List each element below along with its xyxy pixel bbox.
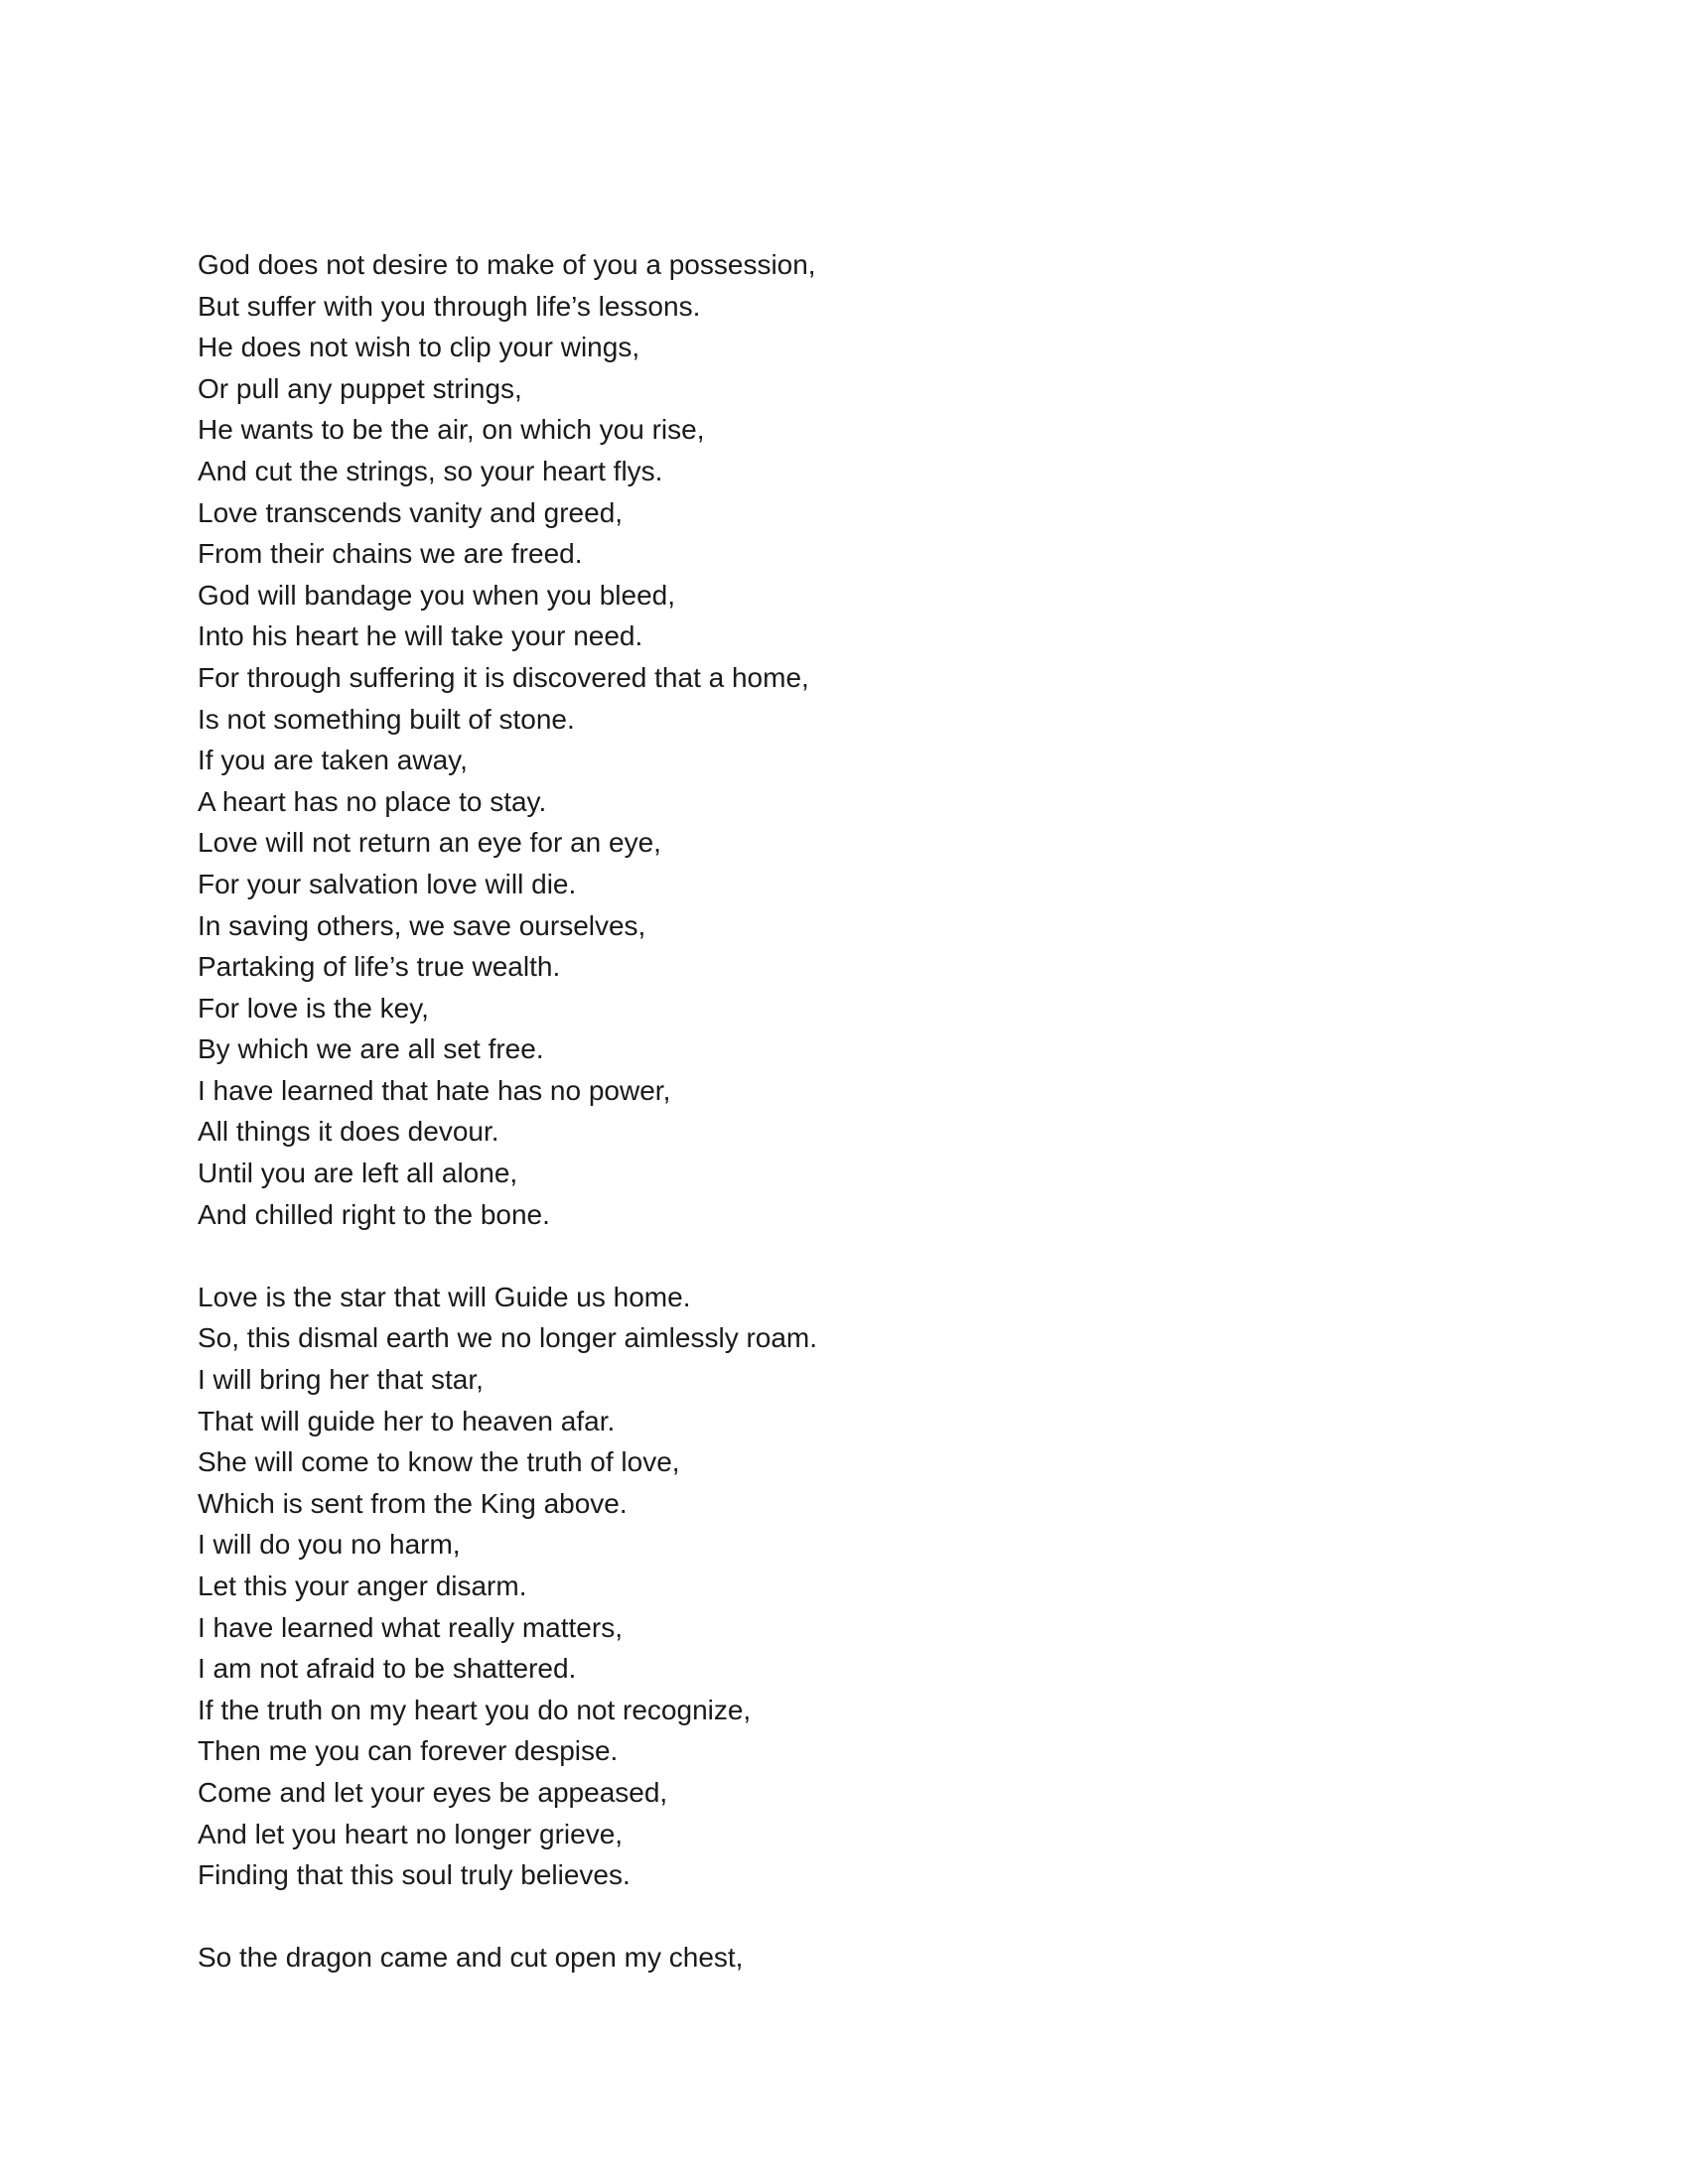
poem-line: For love is the key, [198, 992, 429, 1024]
poem-line: She will come to know the truth of love, [198, 1446, 680, 1478]
poem-line: Finding that this soul truly believes. [198, 1859, 631, 1891]
poem-line: Or pull any puppet strings, [198, 372, 522, 404]
poem-line: I will do you no harm, [198, 1529, 461, 1561]
poem-line: I am not afraid to be shattered. [198, 1653, 577, 1685]
poem-line: I have learned what really matters, [198, 1611, 623, 1643]
poem-line: By which we are all set free. [198, 1033, 544, 1065]
poem-line: If you are taken away, [198, 745, 468, 776]
poem-line: I will bring her that star, [198, 1364, 484, 1396]
poem-line: From their chains we are freed. [198, 538, 583, 570]
poem-line: He wants to be the air, on which you rise, [198, 414, 705, 446]
poem-line: But suffer with you through life’s lessons. [198, 290, 701, 322]
poem-stanza [198, 1937, 1488, 1979]
poem-line: Which is sent from the King above. [198, 1487, 628, 1519]
poem-line: And cut the strings, so your heart flys. [198, 455, 663, 486]
poem-line: God will bandage you when you bleed, [198, 579, 676, 611]
poem-stanza [198, 244, 1488, 1235]
poem-line: God does not desire to make of you a possession, [198, 249, 816, 280]
poem-line: So, this dismal earth we no longer aimlessly roam. [198, 1322, 818, 1354]
poem-line: Come and let your eyes be appeased, [198, 1776, 668, 1808]
poem-line: Love will not return an eye for an eye, [198, 827, 661, 859]
poem-body [198, 244, 1488, 1979]
poem-line: Let this your anger disarm. [198, 1570, 527, 1601]
poem-stanza [198, 1277, 1488, 1896]
poem-line: And let you heart no longer grieve, [198, 1818, 624, 1849]
poem-line: If the truth on my heart you do not recognize, [198, 1694, 752, 1725]
poem-line: I have learned that hate has no power, [198, 1074, 671, 1106]
poem-line: Love transcends vanity and greed, [198, 496, 624, 528]
poem-line: Partaking of life’s true wealth. [198, 951, 561, 983]
poem-line: That will guide her to heaven afar. [198, 1405, 616, 1436]
poem-line: And chilled right to the bone. [198, 1198, 550, 1230]
poem-line: For your salvation love will die. [198, 868, 577, 899]
poem-line: For through suffering it is discovered that a home, [198, 661, 809, 693]
poem-line: He does not wish to clip your wings, [198, 332, 640, 363]
poem-line: Is not something built of stone. [198, 703, 575, 735]
poem-line: All things it does devour. [198, 1116, 499, 1148]
poem-line: Love is the star that will Guide us home. [198, 1281, 691, 1312]
poem-line: So the dragon came and cut open my chest, [198, 1942, 744, 1974]
poem-line: In saving others, we save ourselves, [198, 909, 646, 941]
poem-line: Into his heart he will take your need. [198, 620, 643, 652]
poem-line: A heart has no place to stay. [198, 785, 547, 817]
poem-line: Then me you can forever despise. [198, 1735, 619, 1767]
poem-line: Until you are left all alone, [198, 1158, 518, 1189]
